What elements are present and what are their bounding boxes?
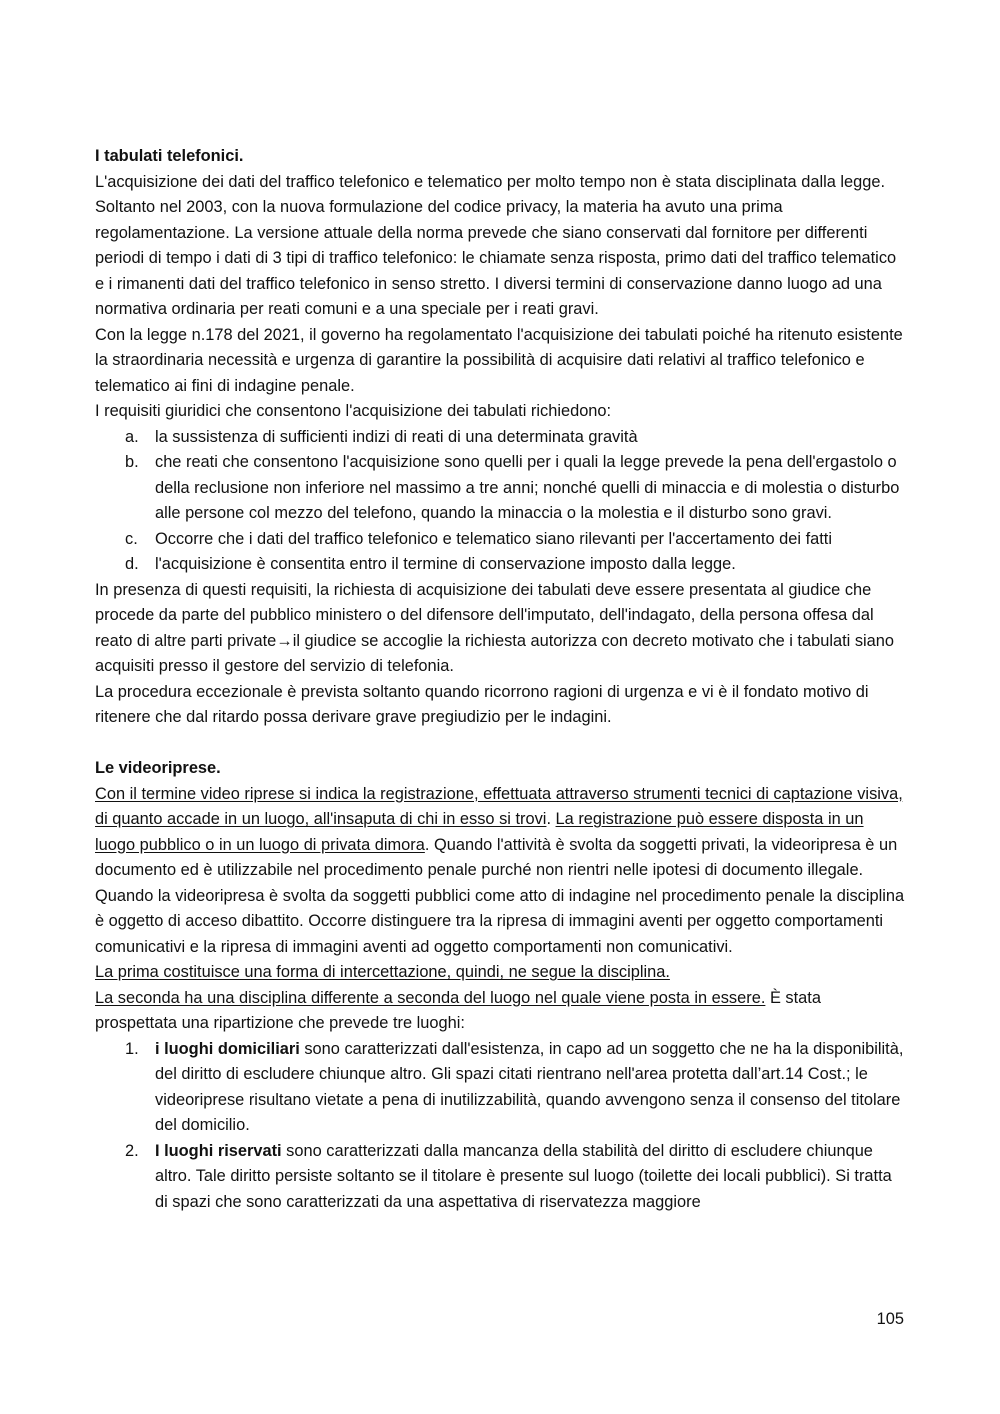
- list-item: [95, 425, 905, 451]
- list-item-text: sono caratterizzati dall'esistenza, in capo ad un soggetto che ne ha la disponibilità, del diritto di escludere chiunque altro. Gli spazi citati rientrano nell'area protetta dall’art.14 Cost.; le videoriprese risultano vietate a pena di inutilizzabilità, quando avvengono senza il consenso del titolare del domicilio.: [155, 1039, 904, 1134]
- text-run: . Quando l'attività è svolta da soggetti privati, la videoripresa è un documento ed è utilizzabile nel procedimento penale purché non rientri nelle ipotesi di documento illegale. Quando la videoripresa è svolta da soggetti pubblici come atto di indagine nel procedimento penale la disciplina è oggetto di acceso dibattito. Occorre distinguere tra la ripresa di immagini aventi per oggetto comportamenti comunicativi e la ripresa di immagini aventi ad oggetto comportamenti non comunicativi.: [95, 835, 905, 956]
- paragraph: Con la legge n.178 del 2021, il governo ha regolamentato l'acquisizione dei tabulati poiché ha ritenuto esistente la straordinaria necessità e urgenza di garantire la possibilità di acquisire dati relativi al traffico telefonico e telematico ai fini di indagine penale.: [95, 325, 903, 395]
- list-item-bold: I luoghi riservati: [155, 1141, 282, 1160]
- list-item-text: la sussistenza di sufficienti indizi di reati di una determinata gravità: [155, 427, 638, 446]
- paragraph: L'acquisizione dei dati del traffico telefonico e telematico per molto tempo non è stata disciplinata dalla legge. Soltanto nel 2003, con la nuova formulazione del codice privacy, la materia ha avuto una prima regolamentazione. La versione attuale della norma prevede che siano conservati dal fornitore per differenti periodi di tempo i dati di 3 tipi di traffico telefonico: le chiamate senza risposta, primo dati del traffico telematico e i rimanenti dati del traffico telefonico in senso stretto. I diversi termini di conservazione danno luogo ad una normativa ordinaria per reati comuni e a una speciale per i reati gravi.: [95, 172, 897, 318]
- list-item: [95, 450, 905, 527]
- list-item-text: Occorre che i dati del traffico telefonico e telematico siano rilevanti per l'accertamento dei fatti: [155, 529, 833, 548]
- list-item: [95, 552, 905, 578]
- paragraph: [95, 960, 905, 986]
- paragraph: [95, 986, 905, 1037]
- paragraph: La procedura eccezionale è prevista soltanto quando ricorrono ragioni di urgenza e vi è il fondato motivo di ritenere che dal ritardo possa derivare grave pregiudizio per le indagini.: [95, 682, 869, 726]
- list-marker: 2.: [125, 1141, 139, 1160]
- list-marker: d.: [125, 555, 139, 573]
- list-item-text: sono caratterizzati dalla mancanza della stabilità del diritto di escludere chiunque altro. Tale diritto persiste soltanto se il titolare è presente sul luogo (toilette dei locali pubblici). Si tratta di spazi che sono caratterizzati da una aspettativa di riservatezza maggiore: [155, 1141, 892, 1211]
- list-item: [95, 1037, 905, 1139]
- page-number: 105: [876, 1310, 904, 1328]
- list-item: [95, 527, 905, 553]
- list-marker: b.: [125, 453, 139, 471]
- list-marker: a.: [125, 427, 139, 446]
- list-item-text: che reati che consentono l'acquisizione sono quelli per i quali la legge prevede la pena dell'ergastolo o della reclusione non inferiore nel massimo a tre anni; nonché quelli di minaccia e di molestia o disturbo alle persone col mezzo del telefono, quando la minaccia o la molestia e il disturbo sono gravi.: [155, 453, 900, 522]
- requirements-list: [95, 425, 905, 578]
- list-item: [95, 1139, 905, 1216]
- places-list: [95, 1037, 905, 1216]
- underlined-text: La seconda ha una disciplina differente a seconda del luogo nel quale viene posta in essere.: [95, 988, 766, 1007]
- text-run: È stata prospettata una ripartizione che prevede tre luoghi:: [95, 988, 821, 1032]
- list-item-bold: i luoghi domiciliari: [155, 1039, 300, 1058]
- underlined-text: Con il termine video riprese si indica la registrazione, effettuata attraverso strumenti tecnici di captazione visiva, di quanto accade in un luogo, all'insaputa di chi in esso si trovi: [95, 784, 903, 828]
- paragraph: I requisiti giuridici che consentono l'acquisizione dei tabulati richiedono:: [95, 402, 612, 420]
- list-item-text: l'acquisizione è consentita entro il termine di conservazione imposto dalla legge.: [155, 555, 736, 573]
- list-marker: 1.: [125, 1039, 139, 1058]
- paragraph: [95, 782, 905, 961]
- list-marker: c.: [125, 529, 138, 548]
- arrow-icon: →: [276, 631, 293, 650]
- text-run: In presenza di questi requisiti, la richiesta di acquisizione dei tabulati deve essere presentata al giudice che procede da parte del pubblico ministero o del difensore dell'imputato, dell'indagato, della persona offesa dal reato di altre parti private: [95, 580, 874, 650]
- section-title-tabulati: I tabulati telefonici.: [95, 147, 244, 165]
- paragraph: [95, 578, 905, 680]
- text-run: il giudice se accoglie la richiesta autorizza con decreto motivato che i tabulati siano acquisiti presso il gestore del servizio di telefonia.: [95, 631, 895, 675]
- paragraph-gap: [95, 731, 905, 757]
- text-run: .: [546, 810, 556, 828]
- section-title-videoriprese: Le videoriprese.: [95, 759, 221, 777]
- underlined-text: La registrazione può essere disposta in un luogo pubblico o in un luogo di privata dimora: [95, 810, 864, 854]
- underlined-text: La prima costituisce una forma di intercettazione, quindi, ne segue la disciplina.: [95, 963, 670, 981]
- document-page: [95, 144, 905, 1215]
